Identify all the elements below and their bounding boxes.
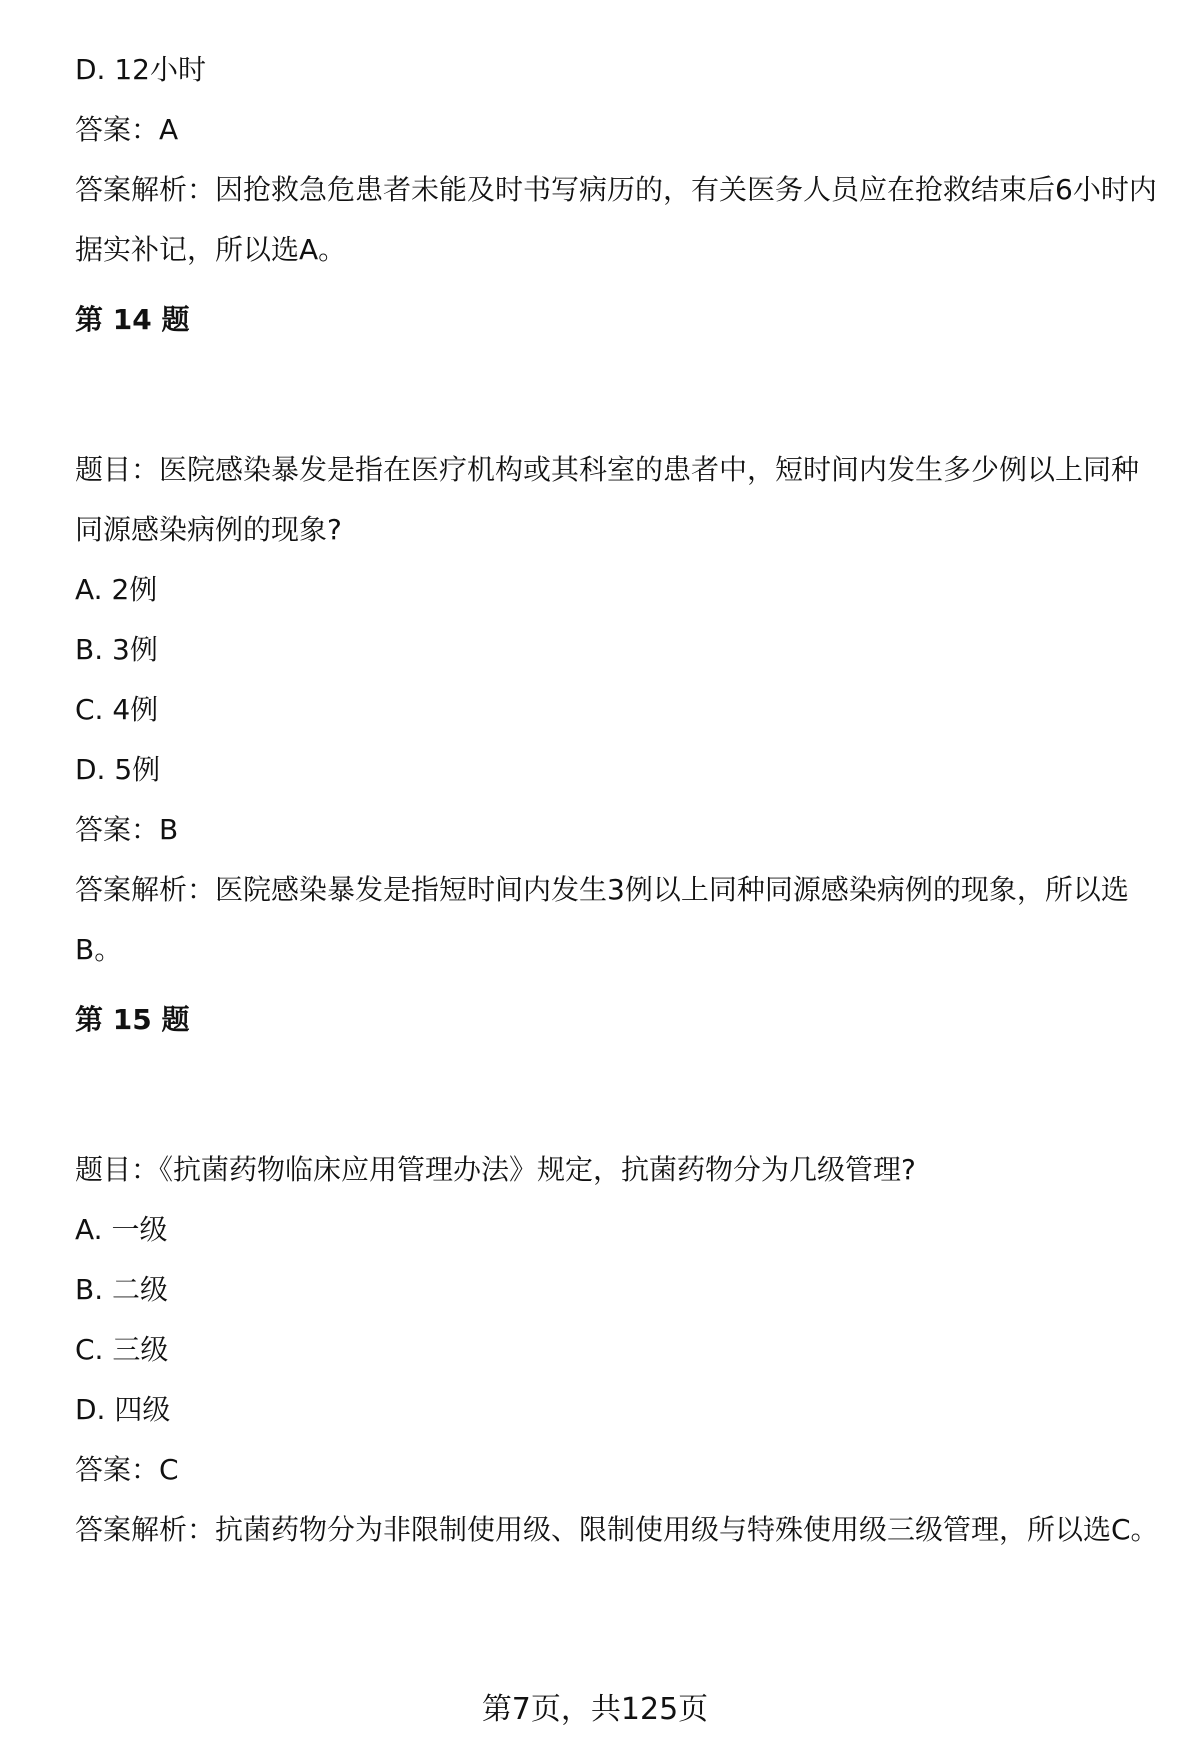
question-13-tail <box>75 40 1165 280</box>
page-footer: 第7页，共125页 <box>481 1692 709 1727</box>
option-b: B. 3例 <box>75 633 158 666</box>
question-text: 题目：《抗菌药物临床应用管理办法》规定，抗菌药物分为几级管理? <box>75 1153 916 1186</box>
option-a: A. 2例 <box>75 573 158 606</box>
option-d: D. 12小时 <box>75 53 206 86</box>
explanation: 答案解析：医院感染暴发是指短时间内发生3例以上同种同源感染病例的现象，所以选B。 <box>75 873 1129 966</box>
explanation: 答案解析：抗菌药物分为非限制使用级、限制使用级与特殊使用级三级管理，所以选C。 <box>75 1513 1159 1546</box>
question-15 <box>75 990 1165 1560</box>
answer: 答案：A <box>75 113 179 146</box>
option-c: C. 三级 <box>75 1333 169 1366</box>
explanation: 答案解析：因抢救急危患者未能及时书写病历的，有关医务人员应在抢救结束后6小时内据实补记，所以选A。 <box>75 173 1157 266</box>
question-heading: 第 14 题 <box>75 303 190 336</box>
option-a: A. 一级 <box>75 1213 168 1246</box>
document-page <box>75 40 1165 1560</box>
option-c: C. 4例 <box>75 693 159 726</box>
option-d: D. 四级 <box>75 1393 171 1426</box>
question-14 <box>75 290 1165 980</box>
question-heading: 第 15 题 <box>75 1003 190 1036</box>
answer: 答案：B <box>75 813 179 846</box>
option-d: D. 5例 <box>75 753 161 786</box>
question-text: 题目：医院感染暴发是指在医疗机构或其科室的患者中，短时间内发生多少例以上同种同源感染病例的现象? <box>75 453 1140 546</box>
option-b: B. 二级 <box>75 1273 169 1306</box>
answer: 答案：C <box>75 1453 179 1486</box>
